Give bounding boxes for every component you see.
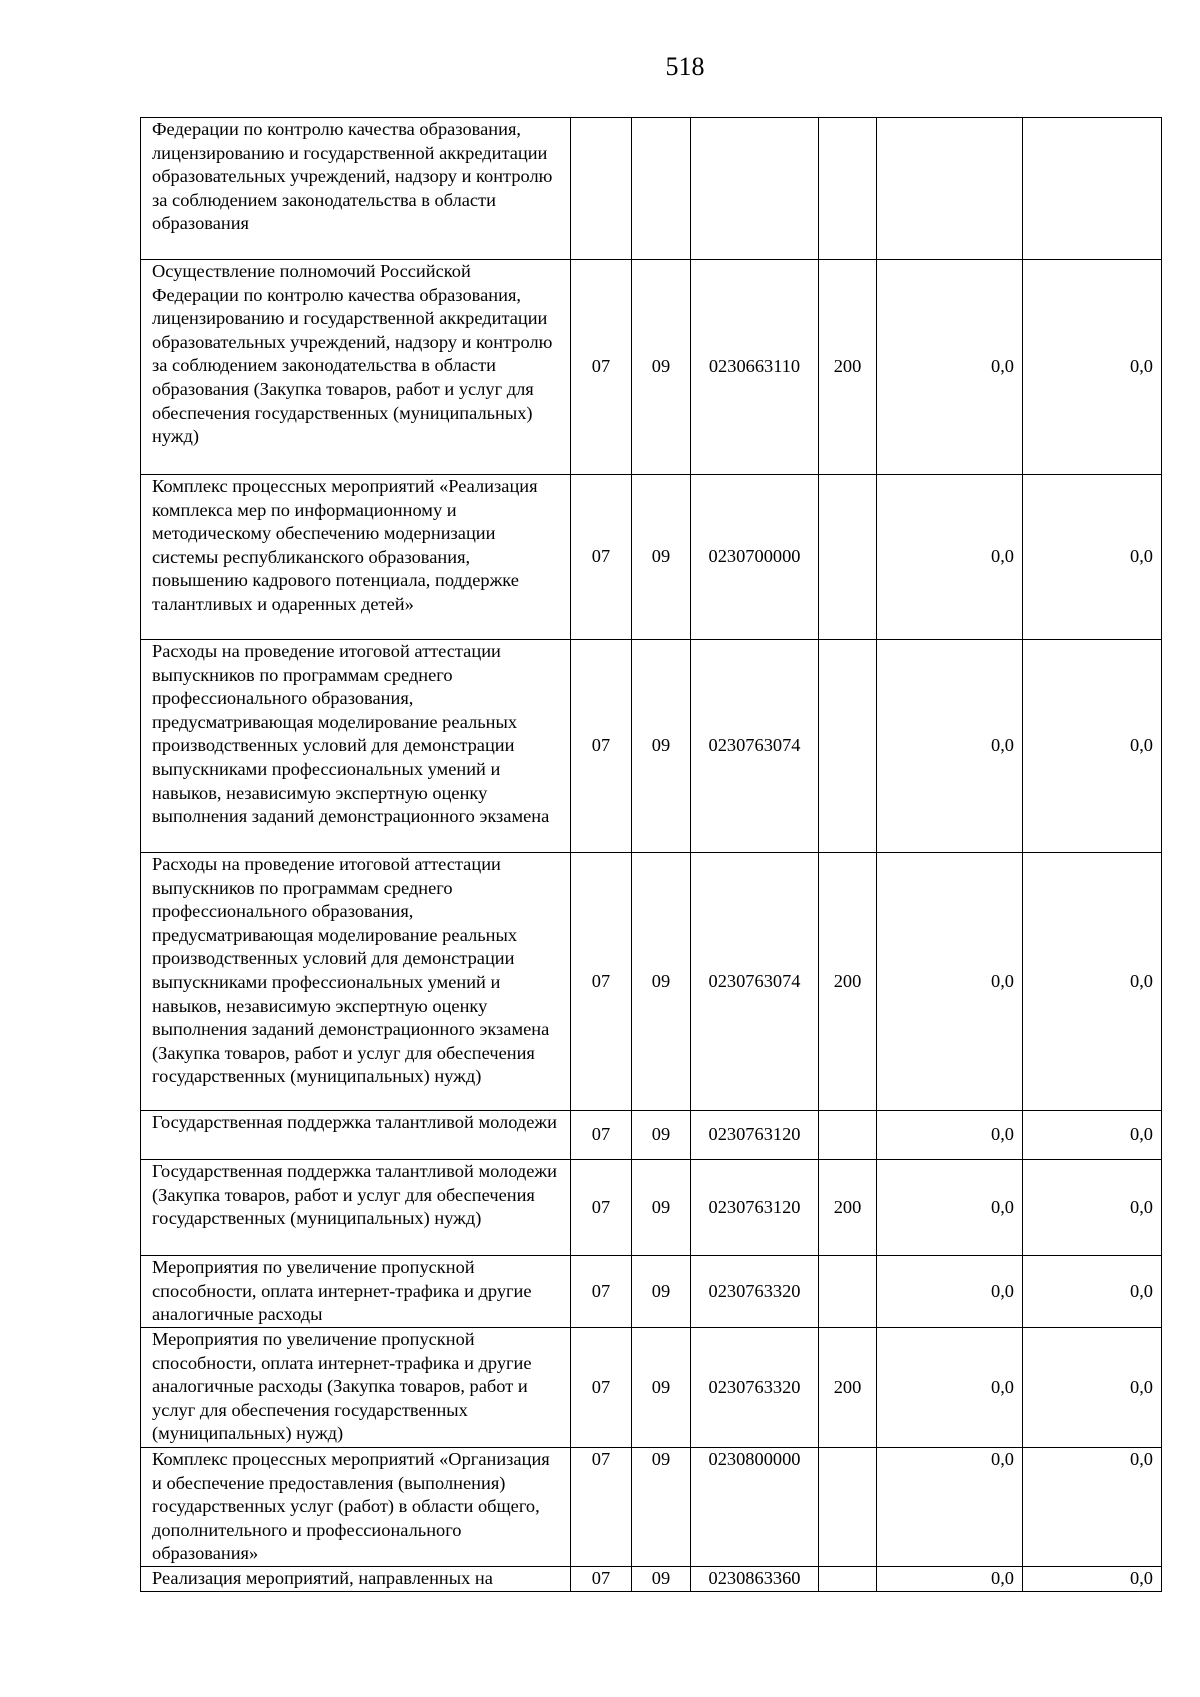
row-pr: 09: [632, 1448, 691, 1567]
row-name: Расходы на проведение итоговой аттестации выпускников по программам среднего профессионального образования, предусматривающая моделирование реальных производственных условий для демонстрации выпускниками профессиональных умений и навыков, независимую экспертную оценку выполнения заданий демонстрационного экзамена: [141, 640, 571, 853]
row-name: Мероприятия по увеличение пропускной способности, оплата интернет-трафика и другие аналогичные расходы: [141, 1256, 571, 1328]
row-vr: 200: [819, 853, 877, 1111]
table-row: [141, 1567, 1162, 1592]
row-name: Комплекс процессных мероприятий «Организация и обеспечение предоставления (выполнения) государственных услуг (работ) в области общего, дополнительного и профессионального образования»: [141, 1448, 571, 1567]
table-row: [141, 1111, 1162, 1160]
table-row: [141, 853, 1162, 1111]
row-rz: 07: [571, 853, 632, 1111]
row-sum2: 0,0: [1023, 1256, 1162, 1328]
row-pr: 09: [632, 475, 691, 640]
table-row: [141, 1328, 1162, 1448]
row-pr: 09: [632, 1111, 691, 1160]
row-rz: 07: [571, 640, 632, 853]
row-sum1: 0,0: [877, 853, 1023, 1111]
row-rz: 07: [571, 1328, 632, 1448]
row-sum2: 0,0: [1023, 1328, 1162, 1448]
row-sum2: 0,0: [1023, 1111, 1162, 1160]
row-name: Государственная поддержка талантливой молодежи (Закупка товаров, работ и услуг для обеспечения государственных (муниципальных) нужд): [141, 1160, 571, 1256]
row-sum1: 0,0: [877, 640, 1023, 853]
row-sum1: 0,0: [877, 1567, 1023, 1592]
row-sum2: 0,0: [1023, 475, 1162, 640]
row-csr: 0230663110: [691, 260, 819, 475]
row-vr: [819, 1111, 877, 1160]
row-sum2: 0,0: [1023, 853, 1162, 1111]
budget-table: [140, 117, 1162, 1592]
row-sum2: 0,0: [1023, 1448, 1162, 1567]
row-name: Государственная поддержка талантливой молодежи: [141, 1111, 571, 1160]
row-csr: [691, 118, 819, 260]
row-vr: [819, 640, 877, 853]
row-sum2: [1023, 118, 1162, 260]
row-rz: 07: [571, 1160, 632, 1256]
row-csr: 0230763320: [691, 1328, 819, 1448]
row-csr: 0230700000: [691, 475, 819, 640]
row-sum1: 0,0: [877, 1328, 1023, 1448]
row-csr: 0230763120: [691, 1160, 819, 1256]
row-sum1: 0,0: [877, 260, 1023, 475]
row-vr: [819, 118, 877, 260]
row-rz: 07: [571, 260, 632, 475]
table-row: [141, 118, 1162, 260]
table-row: [141, 1160, 1162, 1256]
page-number: 518: [665, 52, 705, 81]
row-rz: 07: [571, 1567, 632, 1592]
row-name: Осуществление полномочий Российской Федерации по контролю качества образования, лицензированию и государственной аккредитации образовательных учреждений, надзору и контролю за соблюдением законодательства в области образования (Закупка товаров, работ и услуг для обеспечения государственных (муниципальных) нужд): [141, 260, 571, 475]
row-sum2: 0,0: [1023, 260, 1162, 475]
row-csr: 0230763120: [691, 1111, 819, 1160]
row-csr: 0230800000: [691, 1448, 819, 1567]
row-csr: 0230863360: [691, 1567, 819, 1592]
row-rz: 07: [571, 1256, 632, 1328]
row-sum1: 0,0: [877, 1448, 1023, 1567]
row-csr: 0230763320: [691, 1256, 819, 1328]
row-sum1: [877, 118, 1023, 260]
row-pr: 09: [632, 260, 691, 475]
table-row: [141, 1256, 1162, 1328]
row-csr: 0230763074: [691, 853, 819, 1111]
row-sum1: 0,0: [877, 1111, 1023, 1160]
row-pr: [632, 118, 691, 260]
row-vr: [819, 1256, 877, 1328]
row-pr: 09: [632, 853, 691, 1111]
row-vr: [819, 1448, 877, 1567]
row-name: Реализация мероприятий, направленных на: [141, 1567, 571, 1592]
row-name: Расходы на проведение итоговой аттестации выпускников по программам среднего профессионального образования, предусматривающая моделирование реальных производственных условий для демонстрации выпускниками профессиональных умений и навыков, независимую экспертную оценку выполнения заданий демонстрационного экзамена (Закупка товаров, работ и услуг для обеспечения государственных (муниципальных) нужд): [141, 853, 571, 1111]
row-name: Федерации по контролю качества образования, лицензированию и государственной аккредитации образовательных учреждений, надзору и контролю за соблюдением законодательства в области образования: [141, 118, 571, 260]
row-rz: 07: [571, 475, 632, 640]
row-vr: [819, 1567, 877, 1592]
row-pr: 09: [632, 1256, 691, 1328]
row-sum2: 0,0: [1023, 1567, 1162, 1592]
row-sum1: 0,0: [877, 1160, 1023, 1256]
row-vr: 200: [819, 260, 877, 475]
row-vr: [819, 475, 877, 640]
row-name: Комплекс процессных мероприятий «Реализация комплекса мер по информационному и методическому обеспечению модернизации системы республиканского образования, повышению кадрового потенциала, поддержке талантливых и одаренных детей»: [141, 475, 571, 640]
table-row: [141, 1448, 1162, 1567]
row-vr: 200: [819, 1328, 877, 1448]
row-name: Мероприятия по увеличение пропускной способности, оплата интернет-трафика и другие аналогичные расходы (Закупка товаров, работ и услуг для обеспечения государственных (муниципальных) нужд): [141, 1328, 571, 1448]
row-pr: 09: [632, 1160, 691, 1256]
row-rz: [571, 118, 632, 260]
row-pr: 09: [632, 640, 691, 853]
row-pr: 09: [632, 1567, 691, 1592]
row-csr: 0230763074: [691, 640, 819, 853]
table-row: [141, 260, 1162, 475]
row-sum2: 0,0: [1023, 1160, 1162, 1256]
row-sum2: 0,0: [1023, 640, 1162, 853]
table-row: [141, 475, 1162, 640]
table-row: [141, 640, 1162, 853]
row-sum1: 0,0: [877, 475, 1023, 640]
row-sum1: 0,0: [877, 1256, 1023, 1328]
row-vr: 200: [819, 1160, 877, 1256]
row-rz: 07: [571, 1448, 632, 1567]
row-pr: 09: [632, 1328, 691, 1448]
row-rz: 07: [571, 1111, 632, 1160]
